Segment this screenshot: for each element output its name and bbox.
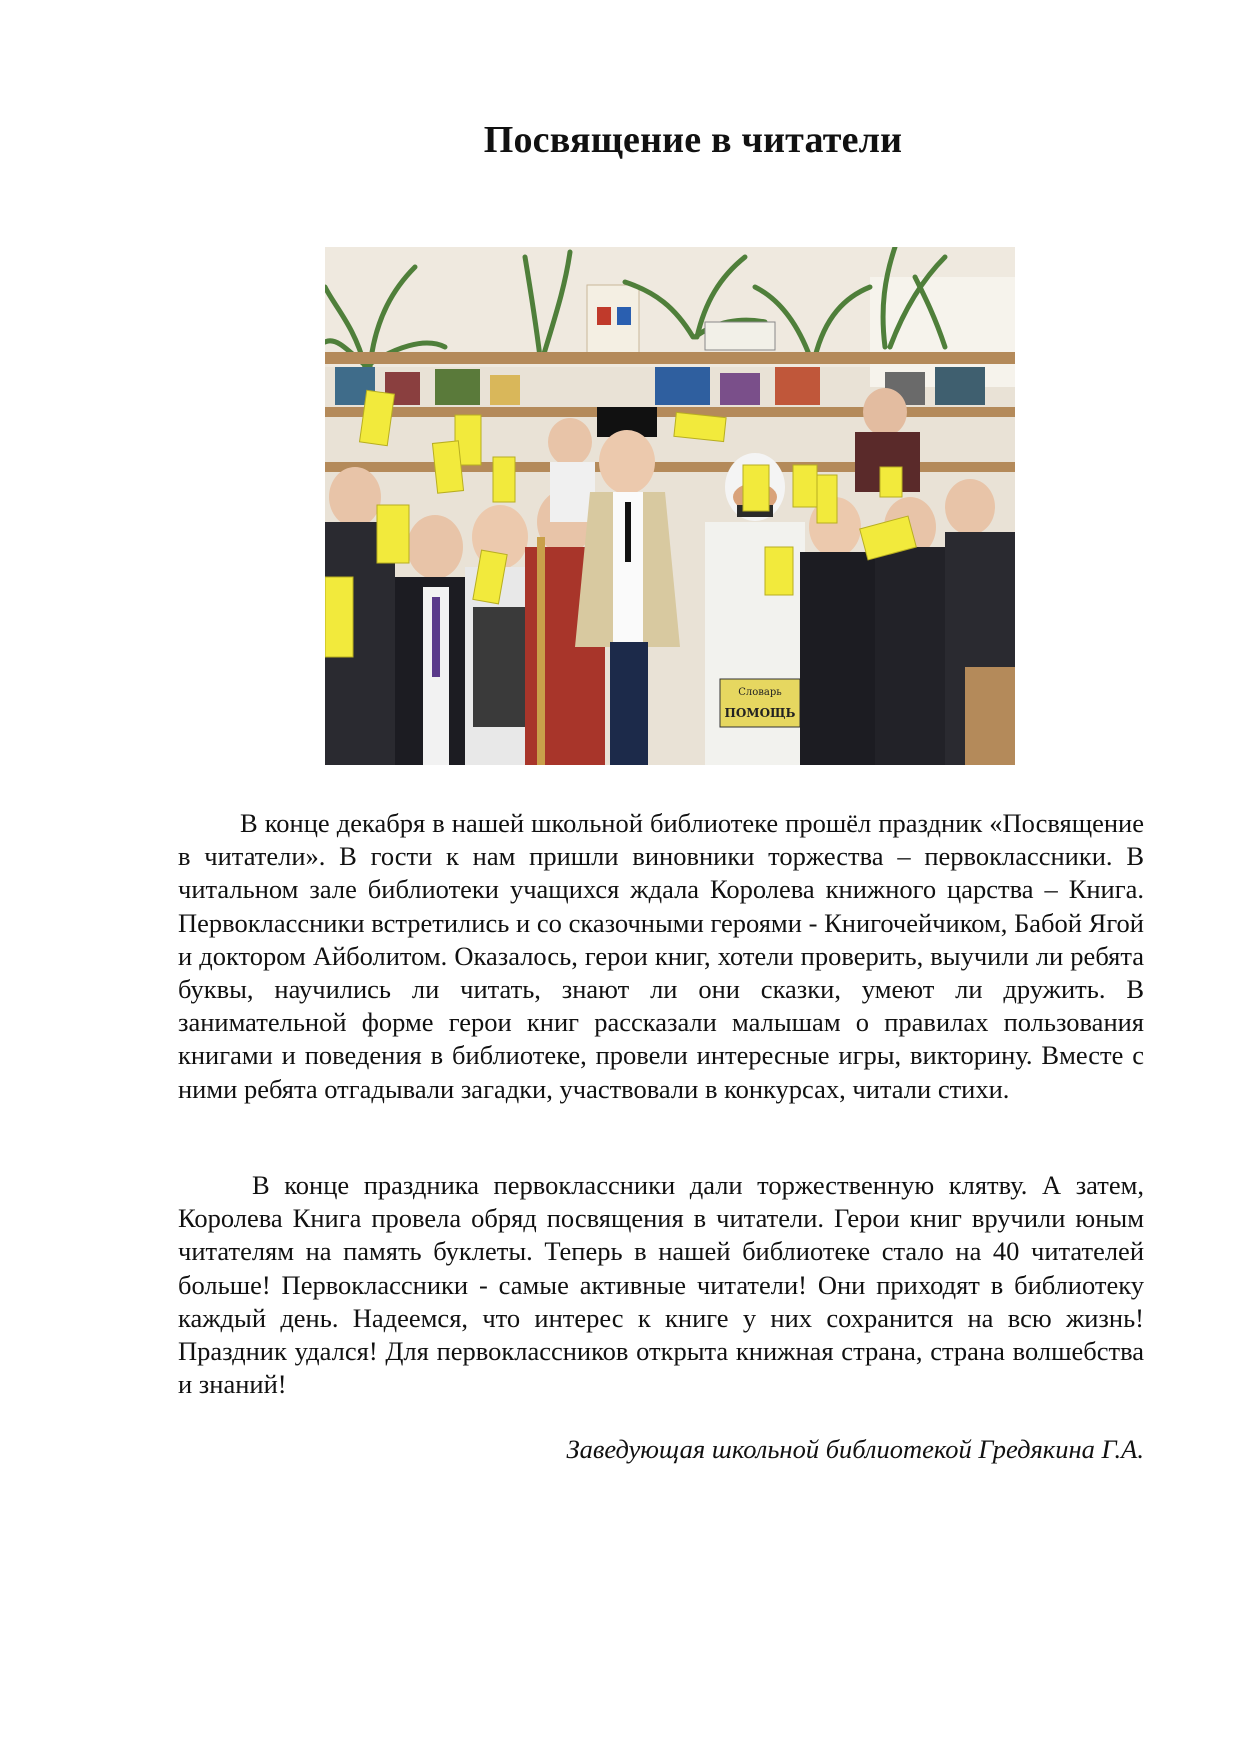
- paragraph-1: В конце декабря в нашей школьной библиотеке прошёл праздник «Посвящение в читатели». В гости к нам пришли виновники торжества – первоклассники. В читальном зале библиотеки учащихся ждала Королева книжного царства – Книга. Первоклассники встретились и со сказочными героями - Книгочейчиком, Бабой Ягой и доктором Айболитом. Оказалось, герои книг, хотели проверить, выучили ли ребята буквы, научились ли читать, знают ли они сказки, умеют ли дружить. В занимательной форме герои книг рассказали малышам о правилах пользования книгами и поведения в библиотеке, провели интересные игры, викторину. Вместе с ними ребята отгадывали загадки, участвовали в конкурсах, читали стихи.: [178, 808, 1144, 1104]
- sign-top-text: Словарь: [738, 687, 782, 698]
- sign-bottom-text: ПОМОЩЬ: [724, 706, 796, 720]
- poster: [587, 285, 639, 357]
- page-title: Посвящение в читатели: [483, 119, 903, 161]
- event-photo: [325, 247, 1015, 765]
- signature: Заведующая школьной библиотекой Гредякина Г.А.: [566, 1434, 1144, 1464]
- paragraph-2: В конце праздника первоклассники дали торжественную клятву. А затем, Королева Книга провела обряд посвящения в читатели. Герои книг вручили юным читателям на память буклеты. Теперь в нашей библиотеке стало на 40 читателей больше! Первоклассники - самые активные читатели! Они приходят в библиотеку каждый день. Надеемся, что интерес к книге у них сохранится на всю жизнь! Праздник удался! Для первоклассников открыта книжная страна, страна волшебства и знаний!: [178, 1170, 1144, 1400]
